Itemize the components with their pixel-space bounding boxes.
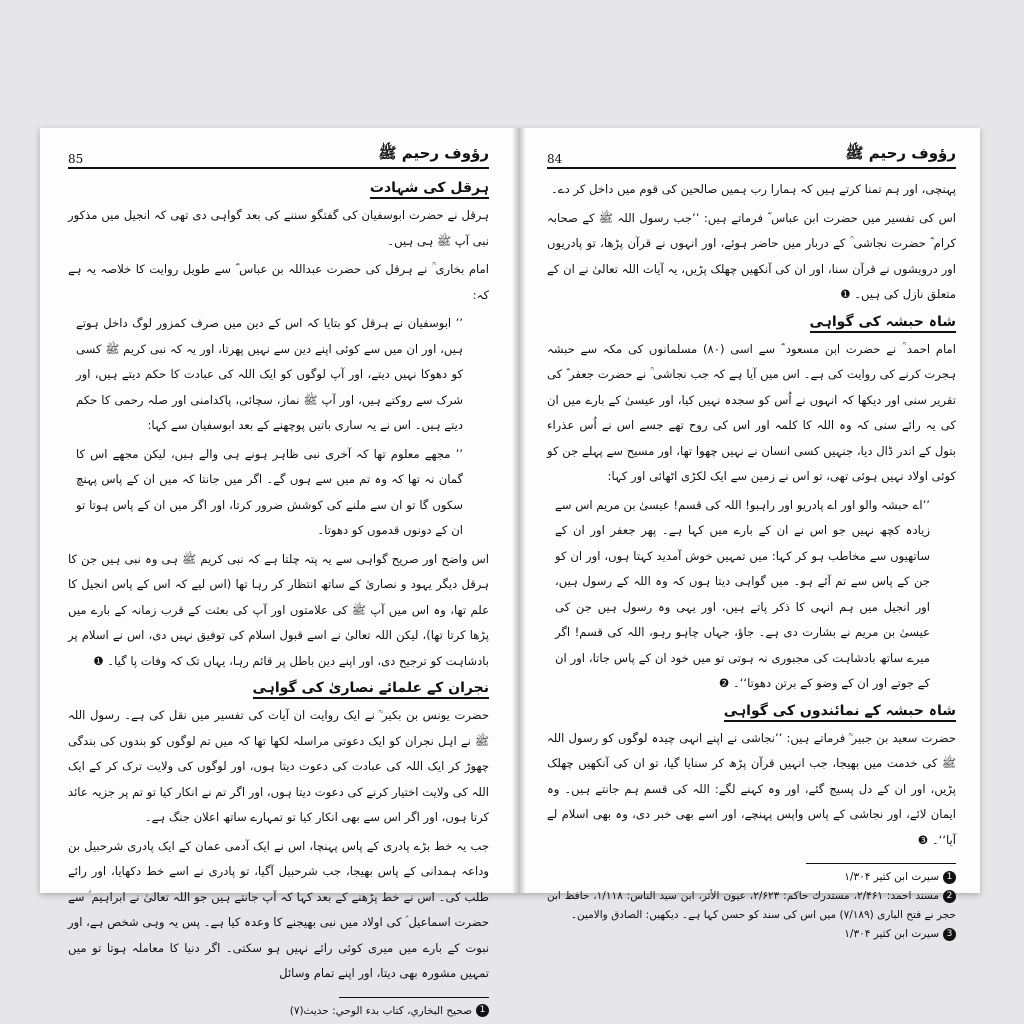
footnote-marker: 1: [943, 871, 956, 884]
paragraph: حضرت یونس بن بکیر ؒ نے ایک روایت ان آیات کی تفسیر میں نقل کی ہے۔ رسول اللہ ﷺ نے اہل نجران کو ایک دعوتی مراسلہ لکھا تھا کہ میں تم لوگوں کو بندوں کی بندگی چھوڑ کر ایک اللہ کی عبادت کی دعوت دیتا ہوں، اور لوگوں کی ولایت ترک کر کے ایک اللہ کی ولایت اختیار کرنے کی دعوت دیتا ہوں، اور اگر تم نے انکار کیا تو تم پر جزیہ عائد کرتا ہوں، اور اگر اس سے بھی انکار کیا تو تمہارے ساتھ اعلان جنگ ہے۔: [68, 708, 489, 824]
page-85: [40, 128, 513, 1017]
footnote-marker: 1: [476, 1004, 489, 1017]
footnote: [547, 868, 956, 887]
page-body: [547, 177, 956, 944]
paragraph: امام احمد ؒ نے حضرت ابن مسعود ؓ سے اسی (۸۰) مسلمانوں کی مکہ سے حبشہ ہجرت کرنے کی روایت کی ہے۔ اس میں آیا ہے کہ جب نجاشی ؒ نے حضرت جعفر ؓ کی تقریر سنی اور دیکھا کہ انہوں نے اُس کو سجدہ نہیں کیا، اور عیسیٰ کے بارے میں ان کی یہ رائے سنی کہ وہ اللہ کا کلمہ اور اس کی روح تھے جسے اس نے اُس عذراء بتول کے اندر ڈال دیا، جنہیں کسی انسان نے نہیں چھوا تھا، اور مسیح سے پہلے جن کو کوئی اولاد نہیں ہوئی تھی، تو اس نے زمین سے ایک لکڑی اٹھائی اور کہا:: [547, 341, 956, 483]
page-header: [547, 142, 956, 169]
footnote-divider: [339, 997, 489, 998]
footnote-text: سیرت ابن کثیر ۱/۳۰۴: [844, 871, 939, 883]
page-84: [525, 128, 980, 940]
running-title: رؤوف رحیم ﷺ: [845, 144, 956, 162]
running-title: رؤوف رحیم ﷺ: [378, 144, 489, 162]
paragraph: پہنچی، اور ہم تمنا کرتے ہیں کہ ہمارا رب ہمیں صالحین کی قوم میں داخل کر دے۔: [551, 182, 956, 196]
section-heading: [547, 700, 956, 726]
page-number: 85: [68, 152, 84, 166]
footnote: [547, 925, 956, 944]
open-book: [40, 128, 980, 1017]
heading-abyssinia-representatives: شاہ حبشہ کے نمائندوں کی گواہی: [724, 703, 956, 722]
quote-paragraph: ’’اے حبشہ والو اور اے پادریو اور راہبو! اللہ کی قسم! عیسیٰ بن مریم اس سے زیادہ کچھ نہیں جو اس نے ان کے بارے میں کہا ہے۔ پھر جعفر اور ان کے ساتھیوں سے مخاطب ہو کر کہا: میں تمہیں خوش آمدید کہتا ہوں، اور ان کو جن کے پاس سے تم آئے ہو۔ میں گواہی دیتا ہوں کہ وہ اللہ کے رسول ہیں، اور انجیل میں ہم انہی کا ذکر پاتے ہیں، اور یہی وہ رسول ہیں جن کی عیسیٰ بن مریم نے بشارت دی ہے۔ جاؤ، جہاں چاہو رہو، اللہ کی قسم! اگر میرے ساتھ بادشاہت کی مجبوری نہ ہوتی تو میں خود ان کے پاس جاتا، اور ان کے جوتے اور ان کے وضو کے برتن دھوتا‘‘۔ ❷: [555, 497, 930, 690]
heading-najran-scholars: نجران کے علمائے نصاریٰ کی گواہی: [253, 680, 490, 699]
footnote: [547, 887, 956, 925]
footnote-text: سیرت ابن کثیر ۱/۳۰۴: [844, 928, 939, 940]
footnote: [68, 1002, 489, 1021]
book-spine-gutter: [513, 128, 525, 893]
section-heading: [68, 677, 489, 703]
paragraph: ہرقل نے حضرت ابوسفیان کی گفتگو سننے کی بعد گواہی دی تھی کہ انجیل میں مذکور نبی آپ ﷺ ہی ہیں۔: [68, 208, 489, 248]
footnote-divider: [806, 863, 956, 864]
heading-heraclius-testimony: ہرقل کی شہادت: [370, 180, 489, 199]
paragraph: اس کی تفسیر میں حضرت ابن عباس ؓ فرماتے ہیں: ’’جب رسول اللہ ﷺ کے صحابہ کرام ؓ حضرت نجاشی ؒ کے دربار میں حاضر ہوئے، اور انہوں نے قرآن پڑھا، تو پادریوں اور درویشوں نے قرآن سنا، اور ان کی آنکھیں چھلک پڑیں، یہ آیات اللہ تعالیٰ نے ان کے متعلق نازل کی ہیں۔ ❶: [547, 210, 956, 301]
page-body: [68, 177, 489, 1021]
paragraph: امام بخاری ؒ نے ہرقل کی حضرت عبداللہ بن عباس ؓ سے طویل روایت کا خلاصہ یہ ہے کہ:: [68, 262, 489, 302]
page-number: 84: [547, 152, 563, 166]
paragraph: جب یہ خط بڑے پادری کے پاس پہنچا، اس نے ایک آدمی عمان کے ایک پادری شرحبیل بن وداعہ ہمدانی کے پاس بھیجا، جب شرحبیل آگیا، تو پادری نے اسے خط دکھایا، اور رائے طلب کی۔ اس نے خط پڑھنے کے بعد کہا کہ آپ جانتے ہیں جو اللہ تعالیٰ نے ابراہیم ؑ سے حضرت اسماعیل ؑ کی اولاد میں نبی بھیجنے کا وعدہ کیا ہے۔ پس یہ وہی شخص ہے، اور نبوت کے بارے میں میری کوئی رائے نہیں ہو سکتی۔ اگر دنیا کا معاملہ ہوتا تو میں تمہیں مشورہ بھی دیتا، اور اپنے تمام وسائل: [68, 838, 489, 980]
quote-paragraph: ’’ ابوسفیان نے ہرقل کو بتایا کہ اس کے دین میں صرف کمزور لوگ داخل ہوتے ہیں، اور ان میں سے کوئی اپنے دین سے نہیں پھرتا، اور یہ کہ نبی کریم ﷺ کسی کو دھوکا نہیں دیتے، اور آپ لوگوں کو ایک اللہ کی عبادت کا حکم دیتے ہیں، اور شرک سے روکتے ہیں، اور آپ ﷺ نماز، سچائی، پاکدامنی اور صلہ رحمی کا حکم دیتے ہیں۔ اس نے یہ ساری باتیں پوچھنے کے بعد ابوسفیان سے کہا:: [76, 316, 463, 432]
page-header: [68, 142, 489, 169]
footnote-marker: 2: [943, 890, 956, 903]
quote-paragraph: ’’ مجھے معلوم تھا کہ آخری نبی ظاہر ہونے ہی والے ہیں، لیکن مجھے اس کا گمان نہ تھا کہ وہ تم میں سے ہوں گے۔ اگر میں جانتا کہ میں ان کے پاس پہنچ سکوں گا تو ان سے ملنے کی کوشش ضرور کرتا، اور اگر میں ان کے پاس ہوتا تو ان کے دونوں قدموں کو دھوتا۔: [76, 446, 463, 537]
footnote-marker: 3: [943, 928, 956, 941]
paragraph: حضرت سعید بن جبیر ؒ فرماتے ہیں: ’’نجاشی نے اپنے انہی چیدہ لوگوں کو رسول اللہ ﷺ کی خدمت میں بھیجا، جب انہیں قرآن پڑھ کر سنایا گیا، تو ان کی آنکھیں چھلک پڑیں، اور ان کے دل پسیج گئے، اور وہ کہنے لگے: اللہ کی قسم ہم جانتے ہیں۔ وہ ایمان لائے، اور نجاشی کے پاس واپس پہنچے، اور اسے بھی خبر دی، وہ بھی اسلام لے آیا‘‘۔ ❸: [547, 730, 956, 847]
footnote-text: صحیح البخاري، کتاب بدء الوحي: حدیث(۷): [289, 1004, 472, 1017]
section-heading: [547, 311, 956, 337]
section-heading: [68, 177, 489, 203]
paragraph: اس واضح اور صریح گواہی سے یہ پتہ چلتا ہے کہ نبی کریم ﷺ ہی وہ نبی ہیں جن کا ہرقل دیگر یہود و نصاریٰ کے ساتھ انتظار کر رہا تھا (اس لیے کہ اس کے پاس انجیل کا علم تھا، وہ اس میں آپ ﷺ کی علامتوں اور آپ کی بعثت کے قرب زمانہ کے بارے میں پڑھا کرتا تھا)، لیکن اللہ تعالیٰ نے اسے قبول اسلام کی توفیق نہیں دی، اس نے اسلام پر بادشاہت کو ترجیح دی، اور اپنے دین باطل پر قائم رہا، یہاں تک کہ وفات پا گیا۔ ❶: [68, 551, 489, 668]
heading-abyssinia-king: شاہ حبشہ کی گواہی: [810, 314, 957, 333]
footnote-text: مسند احمد: ۲/۴۶۱، مستدرك حاكم: ۲/۶۲۳، عیون الأثر، ابن سید الناس: ۱/۱۱۸، حافظ ابن حجر نے فتح الباری (۷/۱۸۹) میں اس کی سند کو حسن کہا ہے۔ دیکھیں: الصادق والامین۔: [547, 890, 956, 921]
